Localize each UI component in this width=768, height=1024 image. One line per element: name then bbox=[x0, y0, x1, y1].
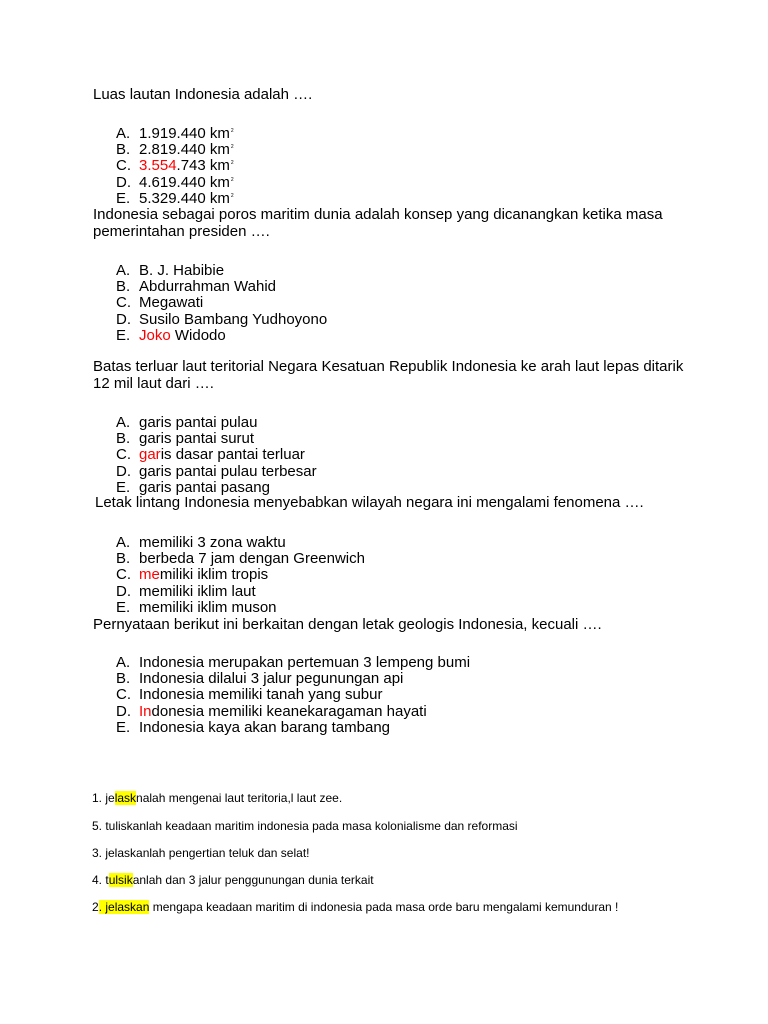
option-text: B. J. Habibie bbox=[139, 262, 225, 279]
question-5-options bbox=[116, 655, 470, 736]
option-text-red: me bbox=[139, 566, 160, 584]
option-d bbox=[116, 704, 470, 720]
essay-text: anlah dan 3 jalur penggunungan dunia terkait bbox=[132, 873, 374, 887]
option-c bbox=[116, 567, 365, 583]
essay-question bbox=[92, 819, 518, 833]
question-5-text: Pernyataan berikut ini berkaitan dengan letak geologis Indonesia, kecuali …. bbox=[93, 616, 602, 633]
option-letter: B. bbox=[116, 670, 131, 688]
option-text: Indonesia memiliki tanah yang subur bbox=[139, 686, 383, 704]
option-a bbox=[116, 655, 470, 671]
option-text: Indonesia kaya akan barang tambang bbox=[139, 718, 391, 736]
option-text: garis pantai pulau terbesar bbox=[139, 462, 317, 480]
option-letter: A. bbox=[116, 125, 131, 142]
option-a bbox=[116, 126, 234, 142]
option-letter: D. bbox=[116, 582, 131, 600]
option-text-red: 3.554 bbox=[139, 157, 177, 175]
option-d bbox=[116, 464, 317, 480]
option-letter: E. bbox=[116, 326, 131, 344]
option-text: 5.329.440 km bbox=[139, 189, 230, 207]
option-letter: C. bbox=[116, 566, 131, 584]
option-text: donesia memiliki keanekaragaman hayati bbox=[151, 702, 427, 720]
option-letter: B. bbox=[116, 141, 131, 159]
essay-question bbox=[92, 900, 618, 914]
option-letter: D. bbox=[116, 173, 131, 191]
option-letter: B. bbox=[116, 430, 131, 448]
essay-question bbox=[92, 873, 374, 887]
option-text: Widodo bbox=[170, 326, 226, 344]
question-4-options bbox=[116, 535, 365, 616]
option-text: memiliki 3 zona waktu bbox=[139, 534, 286, 551]
option-letter: C. bbox=[116, 686, 131, 704]
option-letter: E. bbox=[116, 598, 131, 616]
option-letter: E. bbox=[116, 189, 131, 207]
option-b bbox=[116, 671, 470, 687]
option-text: Indonesia dilalui 3 jalur pegunungan api bbox=[139, 670, 404, 688]
question-3-options bbox=[116, 415, 317, 496]
essay-text: 5. tuliskanlah keadaan maritim indonesia pada masa kolonialisme dan reformasi bbox=[92, 819, 518, 833]
option-text-red: Joko bbox=[139, 326, 171, 344]
option-a bbox=[116, 535, 365, 551]
option-text: Susilo Bambang Yudhoyono bbox=[139, 310, 328, 328]
superscript: 2 bbox=[230, 176, 234, 183]
option-e bbox=[116, 720, 470, 736]
option-text: is dasar pantai terluar bbox=[160, 446, 305, 464]
option-letter: E. bbox=[116, 478, 131, 496]
option-c bbox=[116, 687, 470, 703]
essay-text: nalah mengenai laut teritoria,l laut zee. bbox=[136, 791, 343, 805]
option-a bbox=[116, 415, 317, 431]
essay-text: 1. je bbox=[92, 791, 115, 805]
question-1-options bbox=[116, 126, 234, 207]
question-4-text: Letak lintang Indonesia menyebabkan wilayah negara ini mengalami fenomena …. bbox=[95, 494, 644, 511]
option-text: miliki iklim tropis bbox=[159, 566, 269, 584]
option-letter: D. bbox=[116, 702, 131, 720]
essay-question bbox=[92, 846, 309, 860]
option-c bbox=[116, 447, 317, 463]
option-text: 4.619.440 km bbox=[139, 173, 230, 191]
option-letter: D. bbox=[116, 462, 131, 480]
option-d bbox=[116, 312, 327, 328]
option-letter: B. bbox=[116, 278, 131, 296]
highlighted-text: lask bbox=[114, 791, 137, 805]
superscript: 2 bbox=[230, 192, 234, 199]
option-d bbox=[116, 584, 365, 600]
option-letter: C. bbox=[116, 294, 131, 312]
option-letter: C. bbox=[116, 446, 131, 464]
option-letter: C. bbox=[116, 157, 131, 175]
option-letter: A. bbox=[116, 534, 131, 551]
option-text: Indonesia merupakan pertemuan 3 lempeng bumi bbox=[139, 654, 471, 671]
superscript: 2 bbox=[230, 128, 234, 134]
option-b bbox=[116, 279, 327, 295]
option-d bbox=[116, 175, 234, 191]
essay-question bbox=[92, 791, 342, 805]
question-3-text: Batas terluar laut teritorial Negara Kesatuan Republik Indonesia ke arah laut lepas ditarik 12 mil laut dari …. bbox=[93, 358, 684, 392]
option-text: memiliki iklim muson bbox=[139, 598, 277, 616]
option-letter: A. bbox=[116, 414, 131, 431]
option-a bbox=[116, 263, 327, 279]
option-letter: D. bbox=[116, 310, 131, 328]
option-text-red: In bbox=[139, 702, 152, 720]
highlighted-text: . jelaskan bbox=[98, 900, 150, 914]
option-letter: A. bbox=[116, 262, 131, 279]
option-e bbox=[116, 328, 327, 344]
essay-text: 2 bbox=[92, 900, 99, 914]
option-b bbox=[116, 551, 365, 567]
option-text: Megawati bbox=[139, 294, 204, 312]
option-text: .743 km bbox=[176, 157, 230, 175]
question-2-options bbox=[116, 263, 327, 344]
option-text: 1.919.440 km bbox=[139, 125, 230, 142]
essay-text: mengapa keadaan maritim di indonesia pada masa orde baru mengalami kemunduran ! bbox=[149, 900, 619, 914]
highlighted-text: ulsik bbox=[108, 873, 133, 887]
superscript: 2 bbox=[230, 144, 234, 151]
option-e bbox=[116, 191, 234, 207]
question-2-text: Indonesia sebagai poros maritim dunia adalah konsep yang dicanangkan ketika masa pemerintahan presiden …. bbox=[93, 206, 663, 240]
option-text-red: gar bbox=[139, 446, 161, 464]
option-c bbox=[116, 158, 234, 174]
option-e bbox=[116, 600, 365, 616]
option-letter: B. bbox=[116, 550, 131, 568]
question-1-text: Luas lautan Indonesia adalah …. bbox=[93, 86, 313, 103]
option-c bbox=[116, 295, 327, 311]
option-text: garis pantai surut bbox=[139, 430, 255, 448]
essay-text: 4. t bbox=[92, 873, 109, 887]
superscript: 2 bbox=[230, 160, 234, 167]
option-text: garis pantai pasang bbox=[139, 478, 270, 496]
option-text: berbeda 7 jam dengan Greenwich bbox=[139, 550, 365, 568]
essay-text: 3. jelaskanlah pengertian teluk dan selat! bbox=[92, 846, 310, 860]
option-text: garis pantai pulau bbox=[139, 414, 258, 431]
option-text: 2.819.440 km bbox=[139, 141, 230, 159]
option-letter: A. bbox=[116, 654, 131, 671]
option-text: memiliki iklim laut bbox=[139, 582, 256, 600]
option-letter: E. bbox=[116, 718, 131, 736]
option-b bbox=[116, 431, 317, 447]
option-text: Abdurrahman Wahid bbox=[139, 278, 277, 296]
option-b bbox=[116, 142, 234, 158]
